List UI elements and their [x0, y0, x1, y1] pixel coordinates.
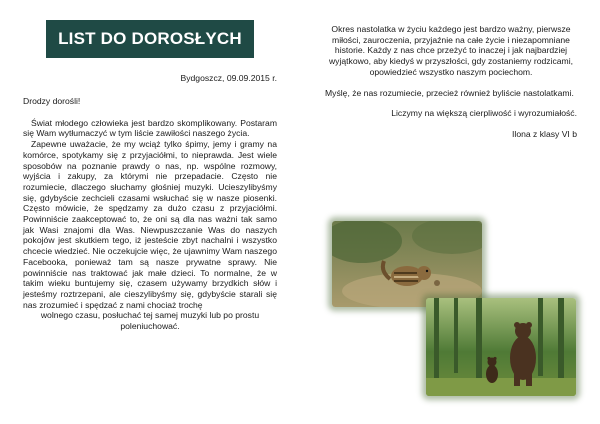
page-title-banner [46, 20, 254, 58]
bears-photo [426, 298, 576, 396]
paragraph-2: Zapewne uważacie, że my wciąż tylko śpimy, jemy i gramy na komórce, spotykamy się z przyjaciółmi, to nieprawda. Jest wiele sposobów na poznanie prawdy o nas, np. wspólne rozmowy, wyjścia i zakupy, za którymi nie przepadacie. Często nie rozumiecie, dlaczego słuchamy głośniej muzyki. Ucieszylibyśmy się, gdybyście zechcieli czasami wsłuchać się w nasze piosenki. Często mówicie, że spędzamy za dużo czasu z przyjaciółmi. Powinniście zaakceptować to, że oni są dla nas ważni tak samo jak Wasi znajomi dla Was. Niewpuszczanie Was do naszych pokojów jest skutkiem tego, iż jesteście zbyt nachalni i wszystko chcecie wiedzieć. Nie oczekujcie więc, że ujawnimy Wam naszego Facebooka, ponieważ tam są nasze prywatne sprawy. Nie powinniście nas traktować jak małe dzieci. To normalne, że w takim wieku buntujemy się, czasem używamy brzydkich słów i jesteśmy roztrzepani, ale cieszylibyśmy się, gdybyście starali się nas zrozumieć i spędzać z nami chociaż trochę [23, 139, 277, 310]
closing-line: Liczymy na większą cierpliwość i wyrozumiałość. [391, 108, 577, 119]
paragraph-1: Świat młodego człowieka jest bardzo skomplikowany. Postaram się Wam wytłumaczyć w tym liście zawiłości naszego życia. [23, 117, 277, 139]
greeting: Drodzy dorośli! [23, 96, 81, 106]
chipmunk-photo [332, 221, 482, 307]
page-title: LIST DO DOROSŁYCH [58, 29, 242, 48]
signature: Ilona z klasy VI b [512, 128, 577, 139]
paragraph-2-end: wolnego czasu, posłuchać tej samej muzyki lub po prostu poleniuchować. [40, 310, 260, 332]
letter-date: Bydgoszcz, 09.09.2015 r. [180, 73, 277, 83]
letter-right-column [325, 24, 577, 150]
paragraph-3: Okres nastolatka w życiu każdego jest bardzo ważny, pierwsze miłości, zauroczenia, przyjaźnie na całe życie i niezapomniane historie. Każdy z nas chce przeżyć to inaczej i jak najbardziej wyjątkowo, aby kiedyś w przyszłości, gdy zostaniemy rodzicami, opowiedzieć wszystko naszym pociechom. [328, 24, 574, 77]
paragraph-4: Myślę, że nas rozumiecie, przecież również byliście nastolatkami. [325, 87, 574, 98]
letter-left-column [23, 96, 277, 332]
bear-cub-icon [486, 357, 498, 383]
